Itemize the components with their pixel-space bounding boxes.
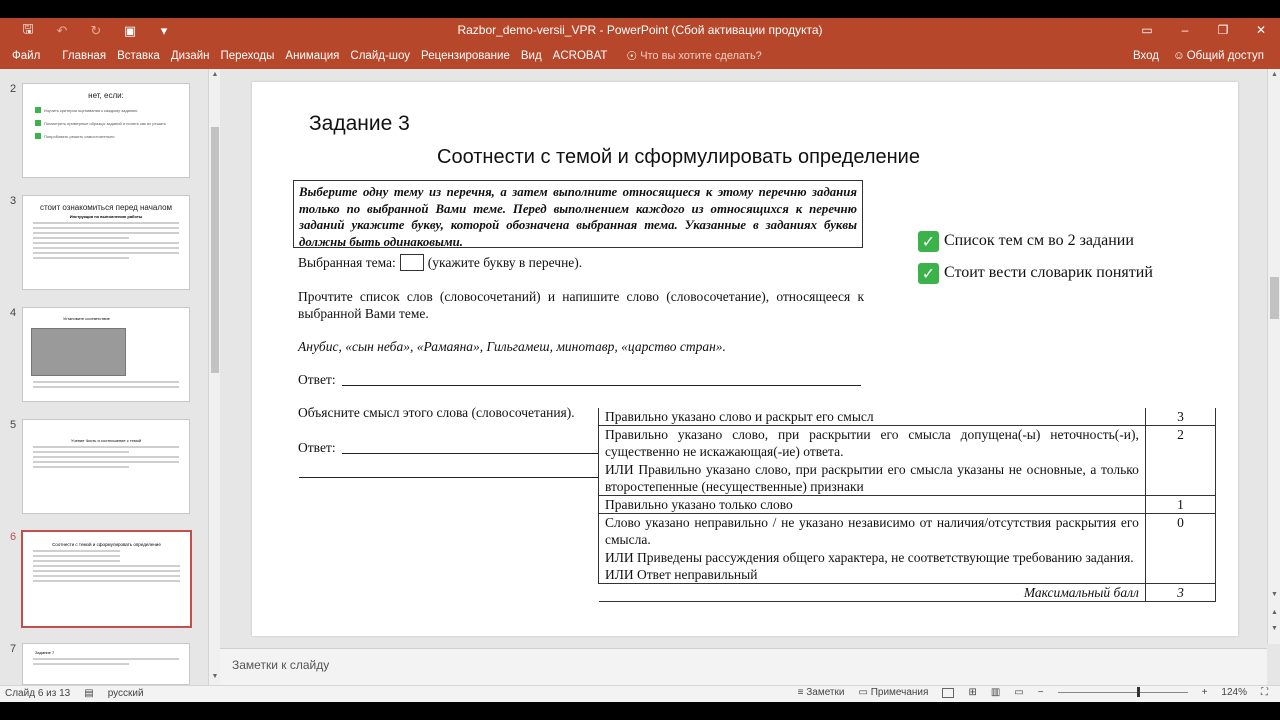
spellcheck-icon[interactable]: ▤ (84, 688, 94, 699)
thumbnail-image (31, 328, 126, 376)
notes-pane[interactable] (220, 648, 1267, 685)
thumbnail-title: Учение Чисть и соотношение с темой (70, 438, 142, 443)
window-title: Razbor_demo-versii_VPR - PowerPoint (Сбой активации продукта) (457, 23, 823, 37)
tip-text: Стоит вести словарик понятий (944, 264, 1153, 281)
points-cell: 3 (1145, 408, 1215, 426)
zoom-slider-thumb[interactable] (1137, 687, 1140, 697)
tips-list (918, 230, 1153, 294)
instruction-box[interactable]: Выберите одну тему из перечня, а затем выполните относящиеся к этому перечню задания только по выбранной Вами теме. Перед выполнением каждого из относящихся к перечню заданий укажите букву, которой обозначена выбранная тема. Указанные в заданиях буквы должны быть одинаковыми. (293, 180, 863, 248)
signin-link[interactable]: Вход (1132, 50, 1159, 62)
present-icon[interactable]: ▣ (123, 22, 137, 38)
title-bar (0, 18, 1280, 43)
table-row (599, 426, 1216, 496)
scroll-thumb[interactable] (1270, 277, 1279, 319)
ribbon-tabs-bar (0, 43, 1280, 69)
check-icon (35, 120, 41, 126)
slide-canvas[interactable] (252, 82, 1238, 636)
slide-number: 7 (10, 643, 17, 655)
thumbnail-title: Соотнести с темой и сформулировать определение (52, 542, 161, 547)
thumbnail-title: Задание 7 (35, 650, 55, 655)
account-links (1133, 43, 1264, 69)
zoom-in-icon[interactable]: + (1201, 687, 1208, 698)
tip-item (918, 262, 1153, 284)
status-right (798, 687, 1268, 698)
tell-me-text: Что вы хотите сделать? (640, 50, 762, 62)
thumbnail-title: стоит ознакомиться перед началом (39, 203, 173, 212)
lightbulb-icon: ☉ (626, 49, 638, 63)
save-icon[interactable]: 🖫 (22, 20, 34, 36)
ribbon-display-icon[interactable]: ▭ (1141, 23, 1153, 37)
slide-number: 3 (10, 195, 17, 207)
ribbon-tabs (12, 43, 762, 69)
slide-thumbnail[interactable] (22, 307, 190, 402)
table-row (599, 408, 1216, 426)
comments-toggle[interactable]: ▭ Примечания (858, 687, 929, 698)
criterion-cell: Правильно указано слово и раскрыт его смысл (599, 408, 1146, 426)
tip-text: Список тем см во 2 задании (944, 232, 1134, 249)
previous-slide-icon[interactable]: ▲ (1271, 609, 1278, 616)
customize-icon[interactable]: ▾ (160, 22, 168, 38)
topic-label: Выбранная тема: (298, 255, 396, 270)
thumbnail-title: Установите соответствие (63, 316, 110, 321)
notes-toggle[interactable]: ≡ Заметки (797, 687, 845, 698)
max-score-value: 3 (1145, 584, 1215, 602)
table-row (599, 514, 1216, 584)
status-bar (0, 685, 1280, 702)
scroll-up-icon[interactable]: ▲ (211, 71, 219, 78)
zoom-slider[interactable] (1058, 692, 1188, 693)
points-cell: 1 (1145, 496, 1215, 514)
scroll-thumb[interactable] (211, 127, 219, 373)
window-controls (1128, 18, 1280, 43)
slide-number: 5 (10, 419, 17, 431)
answer-line (342, 453, 598, 454)
tab-animations[interactable]: Анимация (285, 50, 340, 62)
slide-number: 4 (10, 307, 17, 319)
tell-me-search[interactable] (626, 49, 761, 63)
answer-label: Ответ: (298, 372, 336, 387)
share-label: Общий доступ (1186, 50, 1264, 62)
topic-line (298, 254, 864, 271)
tab-file[interactable]: Файл (12, 50, 41, 62)
language-indicator[interactable]: русский (107, 688, 144, 699)
zoom-level[interactable]: 124% (1221, 687, 1247, 698)
next-slide-icon[interactable]: ▼ (1271, 625, 1278, 632)
thumbnail-check-item: Посмотреть примерные образцы заданий и понять как их решать (35, 120, 189, 126)
close-icon[interactable]: ✕ (1255, 23, 1267, 37)
points-cell: 2 (1145, 426, 1215, 496)
slide-thumbnail[interactable] (22, 195, 190, 290)
workspace (0, 69, 1280, 685)
slide-thumbnail-pane (0, 69, 208, 685)
notes-icon: ≡ (797, 687, 807, 698)
slide-thumbnail[interactable] (22, 643, 190, 685)
slide-number: 6 (10, 531, 17, 543)
scroll-up-icon[interactable]: ▲ (1271, 71, 1278, 78)
tab-slideshow[interactable]: Слайд-шоу (350, 50, 411, 62)
fit-slide-icon[interactable]: ⛶ (1261, 687, 1268, 698)
table-row-total (599, 584, 1216, 602)
answer-label-2: Ответ: (298, 440, 336, 455)
answer-line (299, 477, 598, 478)
reading-view-icon[interactable]: ▥ (990, 687, 1001, 698)
topic-letter-box (400, 254, 424, 271)
thumbnail-title: нет, если: (88, 91, 124, 100)
share-button[interactable] (1173, 50, 1264, 62)
comments-icon: ▭ (858, 687, 871, 698)
slide-heading[interactable]: Задание 3 (309, 112, 410, 135)
thumbnail-check-item: Попробовать решить самостоятельно (35, 133, 189, 139)
zoom-out-icon[interactable]: − (1037, 687, 1044, 698)
answer-line (342, 385, 861, 386)
tab-design[interactable]: Дизайн (170, 50, 210, 62)
tab-view[interactable]: Вид (520, 50, 542, 62)
tab-review[interactable]: Рецензирование (421, 50, 510, 62)
check-mark-icon: ✓ (918, 231, 939, 252)
criterion-cell: Правильно указано слово, при раскрытии его смысла допущена(-ы) неточность(-и), существенно не искажающая(-ие) ответа. ИЛИ Правильно указано слово, при раскрытии его смысла указаны не основные, а только второстепенные (несущественные) признаки (599, 426, 1146, 496)
redo-icon[interactable]: ↻ (90, 22, 102, 38)
explain-task-text: Объясните смысл этого слова (словосочетания). (298, 405, 575, 420)
normal-view-icon[interactable] (942, 688, 954, 698)
slideshow-view-icon[interactable]: ▭ (1014, 687, 1024, 698)
check-icon (35, 133, 41, 139)
check-icon (35, 107, 41, 113)
criterion-cell: Правильно указано только слово (599, 496, 1146, 514)
slide-thumbnail[interactable] (22, 419, 190, 514)
slide-counter: Слайд 6 из 13 (5, 688, 71, 699)
notes-placeholder: Заметки к слайду (232, 658, 330, 672)
scoring-table[interactable] (598, 408, 1216, 602)
slide-scrollbar[interactable] (1267, 69, 1280, 644)
scroll-down-icon[interactable]: ▼ (211, 673, 219, 680)
status-left (5, 688, 144, 699)
thumbnail-subtitle: Инструкция по выполнению работы (69, 214, 143, 219)
check-mark-icon: ✓ (918, 263, 939, 284)
person-icon: ☺ (1172, 50, 1185, 62)
slide-sorter-icon[interactable]: ⊞ (968, 687, 977, 698)
max-score-label: Максимальный балл (1023, 585, 1139, 601)
undo-icon[interactable]: ↶ (56, 22, 68, 38)
slide-number: 2 (10, 83, 17, 95)
word-list: Анубис, «сын неба», «Рамаяна», Гильгамеш, минотавр, «царство стран». (298, 339, 726, 354)
tab-transitions[interactable]: Переходы (220, 50, 275, 62)
tab-acrobat[interactable]: ACROBAT (552, 50, 608, 62)
maximize-icon[interactable]: ❐ (1217, 23, 1229, 37)
slide-thumbnail-selected[interactable] (21, 530, 192, 628)
scroll-down-icon[interactable]: ▼ (1271, 591, 1278, 598)
tab-insert[interactable]: Вставка (117, 50, 160, 62)
criterion-cell: Слово указано неправильно / не указано независимо от наличия/отсутствия раскрытия его смысла. ИЛИ Приведены рассуждения общего характера, не соответствующие требованию задания. ИЛИ Ответ неправильный (599, 514, 1146, 584)
read-task-text: Прочтите список слов (словосочетаний) и напишите слово (словосочетание), относящееся к выбранной Вами теме. (298, 289, 864, 321)
points-cell: 0 (1145, 514, 1215, 584)
slide-subtitle[interactable]: Соотнести с темой и сформулировать определение (437, 146, 920, 168)
slide-thumbnail[interactable] (22, 83, 190, 178)
topic-hint: (укажите букву в перечне). (427, 255, 583, 270)
minimize-icon[interactable]: – (1181, 23, 1189, 37)
table-row (599, 496, 1216, 514)
tab-home[interactable]: Главная (62, 50, 107, 62)
thumbnail-scrollbar[interactable] (208, 69, 220, 685)
thumbnail-check-item: Изучить критерии оценивания к каждому заданию (35, 107, 189, 113)
tip-item (918, 230, 1153, 252)
